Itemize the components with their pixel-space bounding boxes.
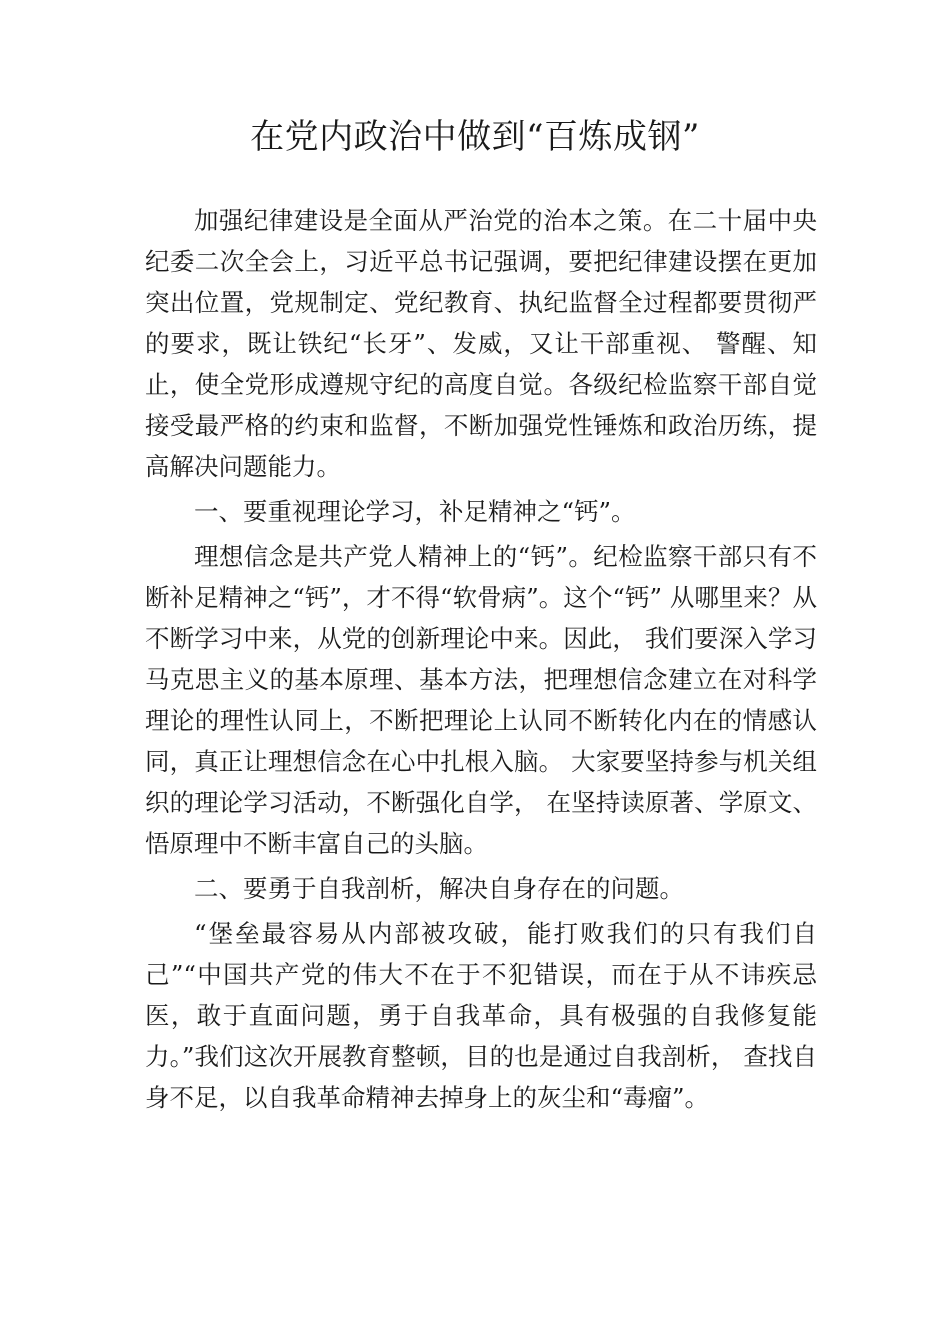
paragraph-theory: 理想信念是共产党人精神上的“钙”。纪检监察干部只有不断补足精神之“钙”，才不得“软骨病”。这个“钙” 从哪里来？从不断学习中来，从党的创新理论中来。因此， 我们要深入学习马克思主义的基本原理、基本方法，把理想信念建立在对科学理论的理性认同上，不断把理论上认同不断转化内在的情感认同，真正让理想信念在心中扎根入脑。 大家要坚持参与机关组织的理论学习活动，不断强化自学， 在坚持读原著、学原文、悟原理中不断丰富自己的头脑。 bbox=[145, 542, 817, 858]
section-heading-1: 一、要重视理论学习，补足精神之“钙”。 bbox=[194, 497, 636, 526]
paragraph-intro: 加强纪律建设是全面从严治党的治本之策。在二十届中央纪委二次全会上，习近平总书记强调，要把纪律建设摆在更加突出位置，党规制定、党纪教育、执纪监督全过程都要贯彻严的要求，既让铁纪“长牙”、发威，又让干部重视、 警醒、知止，使全党形成遵规守纪的高度自觉。各级纪检监察干部自觉接受最严格的约束和监督，不断加强党性锤炼和政治历练，提高解决问题能力。 bbox=[145, 206, 817, 481]
document-title: 在党内政治中做到“百炼成钢” bbox=[250, 117, 700, 157]
section-heading-2: 二、要勇于自我剖析，解决自身存在的问题。 bbox=[194, 874, 684, 903]
paragraph-self-analysis: “堡垒最容易从内部被攻破，能打败我们的只有我们自己”“中国共产党的伟大不在于不犯错误，而在于从不讳疾忌医，敢于直面问题，勇于自我革命，具有极强的自我修复能力。”我们这次开展教育整顿，目的也是通过自我剖析， 查找自身不足，以自我革命精神去掉身上的灰尘和“毒瘤”。 bbox=[145, 919, 817, 1112]
document-body bbox=[145, 200, 817, 1118]
